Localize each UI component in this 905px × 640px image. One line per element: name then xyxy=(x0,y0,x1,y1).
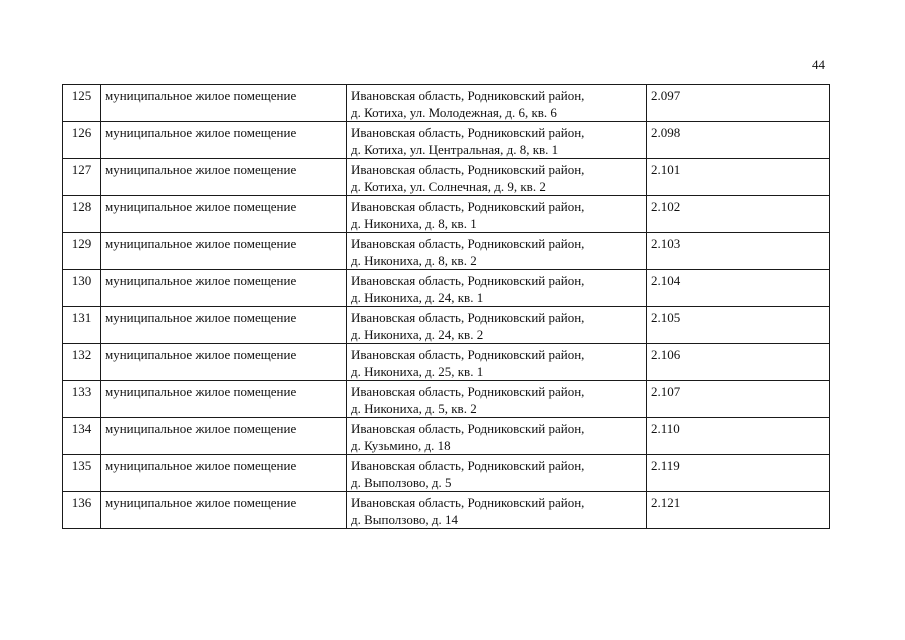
address-line-locality: д. Кузьмино, д. 18 xyxy=(351,438,451,453)
registry-code: 2.119 xyxy=(647,455,830,492)
row-number: 134 xyxy=(63,418,101,455)
row-number: 133 xyxy=(63,381,101,418)
row-number: 128 xyxy=(63,196,101,233)
property-table xyxy=(62,84,830,529)
property-type: муниципальное жилое помещение xyxy=(101,233,347,270)
row-number: 135 xyxy=(63,455,101,492)
property-address xyxy=(347,492,647,529)
registry-code: 2.097 xyxy=(647,85,830,122)
property-address xyxy=(347,85,647,122)
address-line-locality: д. Котиха, ул. Молодежная, д. 6, кв. 6 xyxy=(351,105,557,120)
address-line-locality: д. Котиха, ул. Центральная, д. 8, кв. 1 xyxy=(351,142,559,157)
address-line-region: Ивановская область, Родниковский район, xyxy=(351,384,585,399)
table-row xyxy=(63,418,830,455)
table-row xyxy=(63,307,830,344)
property-type: муниципальное жилое помещение xyxy=(101,85,347,122)
address-line-region: Ивановская область, Родниковский район, xyxy=(351,162,585,177)
address-line-region: Ивановская область, Родниковский район, xyxy=(351,125,585,140)
table-row xyxy=(63,159,830,196)
address-line-locality: д. Никониха, д. 24, кв. 2 xyxy=(351,327,484,342)
property-type: муниципальное жилое помещение xyxy=(101,492,347,529)
registry-code: 2.101 xyxy=(647,159,830,196)
property-address xyxy=(347,307,647,344)
address-line-region: Ивановская область, Родниковский район, xyxy=(351,310,585,325)
property-type: муниципальное жилое помещение xyxy=(101,418,347,455)
property-address xyxy=(347,159,647,196)
property-type: муниципальное жилое помещение xyxy=(101,196,347,233)
row-number: 125 xyxy=(63,85,101,122)
table-row xyxy=(63,381,830,418)
address-line-locality: д. Никониха, д. 24, кв. 1 xyxy=(351,290,484,305)
row-number: 136 xyxy=(63,492,101,529)
property-type: муниципальное жилое помещение xyxy=(101,381,347,418)
table-row xyxy=(63,85,830,122)
property-type: муниципальное жилое помещение xyxy=(101,455,347,492)
address-line-locality: д. Никониха, д. 25, кв. 1 xyxy=(351,364,484,379)
property-address xyxy=(347,196,647,233)
registry-code: 2.098 xyxy=(647,122,830,159)
registry-code: 2.102 xyxy=(647,196,830,233)
address-line-region: Ивановская область, Родниковский район, xyxy=(351,458,585,473)
registry-code: 2.103 xyxy=(647,233,830,270)
address-line-locality: д. Выползово, д. 5 xyxy=(351,475,452,490)
property-address xyxy=(347,418,647,455)
registry-code: 2.106 xyxy=(647,344,830,381)
table-row xyxy=(63,233,830,270)
row-number: 131 xyxy=(63,307,101,344)
address-line-region: Ивановская область, Родниковский район, xyxy=(351,199,585,214)
table-row xyxy=(63,122,830,159)
property-address xyxy=(347,233,647,270)
property-type: муниципальное жилое помещение xyxy=(101,122,347,159)
address-line-region: Ивановская область, Родниковский район, xyxy=(351,273,585,288)
address-line-region: Ивановская область, Родниковский район, xyxy=(351,495,585,510)
registry-code: 2.121 xyxy=(647,492,830,529)
table-row xyxy=(63,492,830,529)
row-number: 129 xyxy=(63,233,101,270)
property-type: муниципальное жилое помещение xyxy=(101,307,347,344)
registry-code: 2.107 xyxy=(647,381,830,418)
table-row xyxy=(63,270,830,307)
row-number: 130 xyxy=(63,270,101,307)
property-address xyxy=(347,455,647,492)
property-type: муниципальное жилое помещение xyxy=(101,159,347,196)
table-body xyxy=(63,85,830,529)
table-row xyxy=(63,196,830,233)
registry-code: 2.105 xyxy=(647,307,830,344)
property-address xyxy=(347,381,647,418)
table-row xyxy=(63,455,830,492)
property-address xyxy=(347,344,647,381)
property-address xyxy=(347,270,647,307)
registry-code: 2.110 xyxy=(647,418,830,455)
property-type: муниципальное жилое помещение xyxy=(101,344,347,381)
address-line-region: Ивановская область, Родниковский район, xyxy=(351,421,585,436)
table-row xyxy=(63,344,830,381)
row-number: 127 xyxy=(63,159,101,196)
address-line-locality: д. Никониха, д. 8, кв. 2 xyxy=(351,253,477,268)
row-number: 132 xyxy=(63,344,101,381)
address-line-locality: д. Никониха, д. 5, кв. 2 xyxy=(351,401,477,416)
address-line-locality: д. Котиха, ул. Солнечная, д. 9, кв. 2 xyxy=(351,179,546,194)
address-line-locality: д. Выползово, д. 14 xyxy=(351,512,459,527)
address-line-locality: д. Никониха, д. 8, кв. 1 xyxy=(351,216,477,231)
address-line-region: Ивановская область, Родниковский район, xyxy=(351,88,585,103)
property-type: муниципальное жилое помещение xyxy=(101,270,347,307)
row-number: 126 xyxy=(63,122,101,159)
page-number: 44 xyxy=(812,57,825,72)
property-address xyxy=(347,122,647,159)
address-line-region: Ивановская область, Родниковский район, xyxy=(351,347,585,362)
address-line-region: Ивановская область, Родниковский район, xyxy=(351,236,585,251)
registry-code: 2.104 xyxy=(647,270,830,307)
